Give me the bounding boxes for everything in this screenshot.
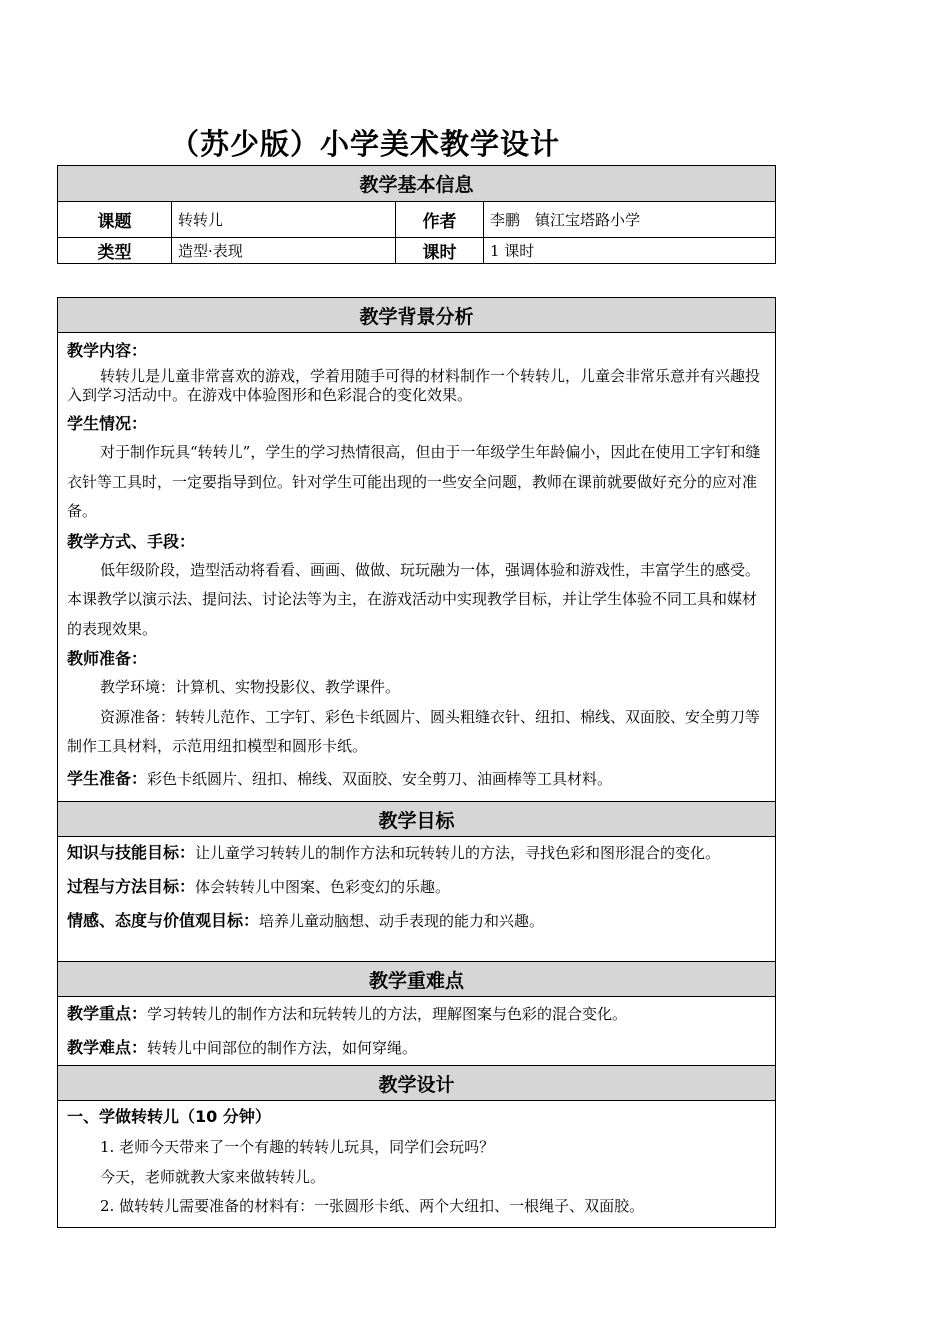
hours-value: 1 课时 — [484, 238, 776, 264]
difficult-label: 教学难点： — [67, 1038, 148, 1057]
method-text: 低年级阶段，造型活动将看看、画画、做做、玩玩融为一体，强调体验和游戏性，丰富学生的感受。本课教学以演示法、提问法、讨论法等为主，在游戏活动中实现教学目标，并让学生体验不同工具和媒材的表现效果。 — [67, 560, 761, 638]
hours-label: 课时 — [396, 238, 484, 264]
author-label: 作者 — [396, 202, 484, 238]
main-table — [57, 297, 776, 1228]
design-section-1: 一、学做转转儿（10 分钟） — [67, 1107, 271, 1126]
basic-info-header: 教学基本信息 — [58, 166, 776, 202]
emotion-goal — [67, 904, 766, 938]
design-line-2: 今天，老师就教大家来做转转儿。 — [100, 1167, 326, 1186]
process-label: 过程与方法目标： — [67, 876, 196, 896]
background-section — [58, 333, 776, 802]
knowledge-label: 知识与技能目标： — [67, 843, 196, 862]
design-header: 教学设计 — [58, 1066, 776, 1101]
method-label: 教学方式、手段： — [67, 531, 196, 551]
key-label: 教学重点： — [67, 1004, 148, 1023]
teacher-env: 教学环境：计算机、实物投影仪、教学课件。 — [100, 678, 401, 696]
student-prep-label: 学生准备： — [67, 768, 148, 788]
goals-header: 教学目标 — [58, 802, 776, 837]
student-prep-text: 彩色卡纸圆片、纽扣、棉线、双面胶、安全剪刀、油画棒等工具材料。 — [147, 769, 613, 788]
background-header: 教学背景分析 — [58, 298, 776, 333]
topic-value: 转转儿 — [172, 202, 396, 238]
key-points-section — [58, 997, 776, 1066]
knowledge-goal — [67, 837, 766, 869]
emotion-text: 培养儿童动脑想、动手表现的能力和兴趣。 — [259, 911, 545, 930]
goals-section — [58, 837, 776, 962]
type-value: 造型·表现 — [172, 238, 396, 264]
design-section — [58, 1101, 776, 1228]
design-line-3: 2. 做转转儿需要准备的材料有：一张圆形卡纸、两个大纽扣、一根绳子、双面胶。 — [100, 1197, 645, 1215]
page-title: （苏少版）小学美术教学设计 — [170, 127, 561, 161]
teacher-res: 资源准备：转转儿范作、工字钉、彩色卡纸圆片、圆头粗缝衣针、纽扣、棉线、双面胶、安全剪刀等制作工具材料，示范用纽扣模型和圆形卡纸。 — [67, 707, 761, 755]
key-points-header: 教学重难点 — [58, 962, 776, 997]
difficult-point — [67, 1031, 766, 1065]
topic-label: 课题 — [58, 202, 172, 238]
design-line-1: 1. 老师今天带来了一个有趣的转转儿玩具，同学们会玩吗？ — [100, 1138, 495, 1156]
type-label: 类型 — [58, 238, 172, 264]
key-point — [67, 997, 766, 1031]
basic-info-table — [57, 165, 776, 264]
author-value: 李鹏 镇江宝塔路小学 — [484, 202, 776, 238]
content-text: 转转儿是儿童非常喜欢的游戏，学着用随手可得的材料制作一个转转儿，儿童会非常乐意并有兴趣投入到学习活动中。在游戏中体验图形和色彩混合的变化效果。 — [67, 367, 761, 404]
key-text: 学习转转儿的制作方法和玩转转儿的方法，理解图案与色彩的混合变化。 — [147, 1005, 628, 1023]
student-label: 学生情况： — [67, 414, 148, 433]
student-text: 对于制作玩具“转转儿”，学生的学习热情很高，但由于一年级学生年龄偏小，因此在使用工字钉和缝衣针等工具时，一定要指导到位。针对学生可能出现的一些安全问题，教师在课前就要做好充分的应对准备。 — [67, 443, 761, 520]
teacher-label: 教师准备： — [67, 649, 148, 668]
process-goal — [67, 870, 766, 904]
student-prep — [67, 762, 766, 796]
knowledge-text: 让儿童学习转转儿的制作方法和玩转转儿的方法，寻找色彩和图形混合的变化。 — [195, 844, 721, 862]
content-label: 教学内容： — [67, 341, 148, 360]
difficult-text: 转转儿中间部位的制作方法，如何穿绳。 — [147, 1039, 418, 1057]
process-text: 体会转转儿中图案、色彩变幻的乐趣。 — [195, 877, 451, 896]
emotion-label: 情感、态度与价值观目标： — [67, 910, 260, 930]
